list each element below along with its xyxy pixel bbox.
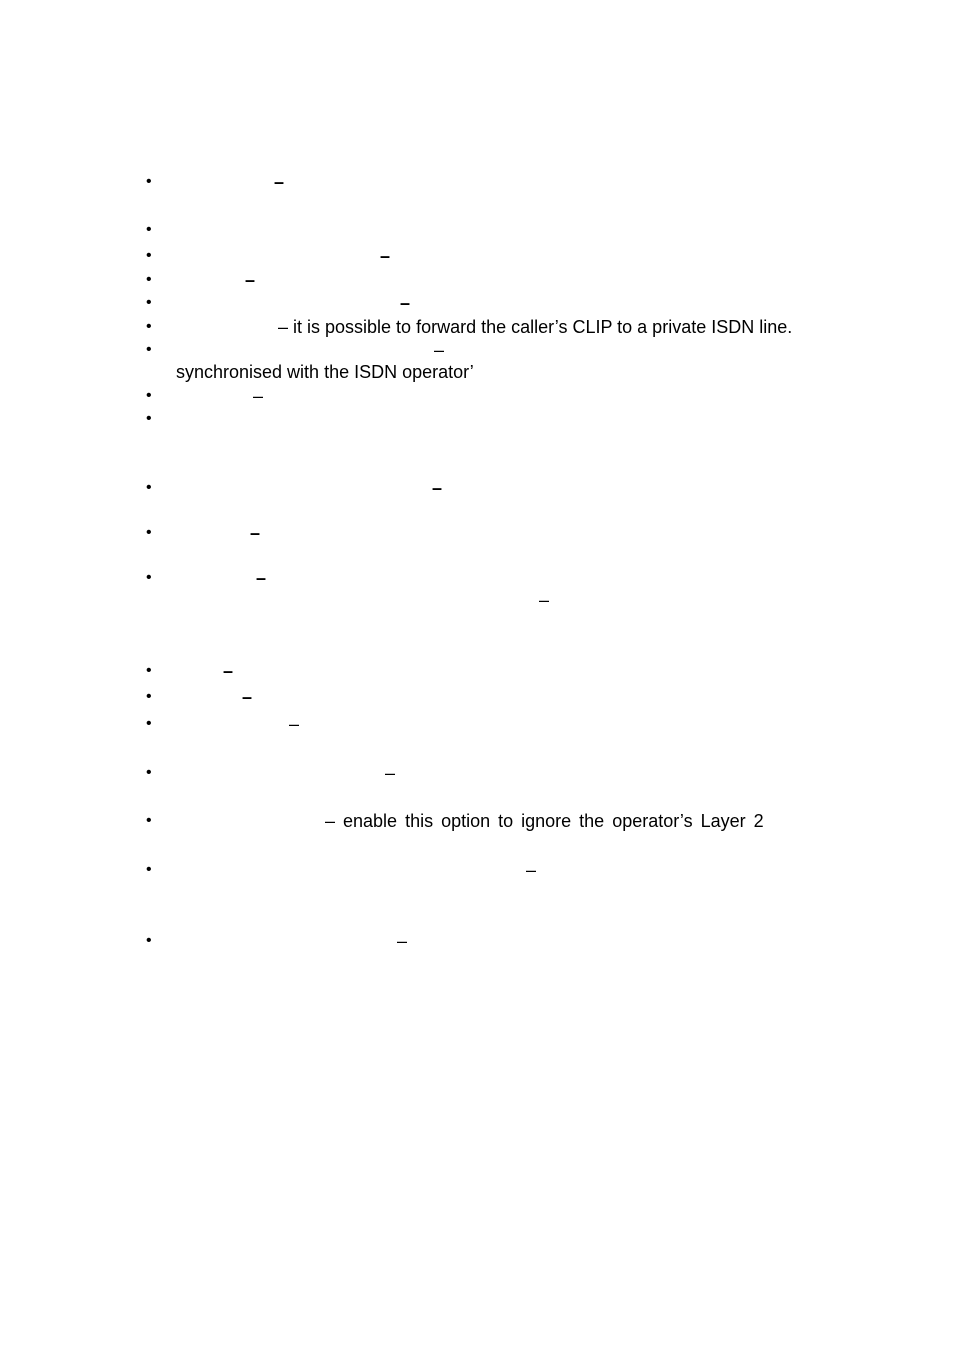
bullet-marker: • xyxy=(146,294,152,311)
bullet-marker: • xyxy=(146,221,152,238)
item-text: – xyxy=(385,763,396,783)
item-text: – it is possible to forward the caller’s CLIP to a private ISDN line. xyxy=(278,317,793,337)
bullet-marker: • xyxy=(146,662,152,679)
bullet-marker: • xyxy=(146,410,152,427)
bullet-marker: • xyxy=(146,715,152,732)
item-text: – xyxy=(223,661,234,681)
item-text: – xyxy=(256,568,267,588)
item-text: – xyxy=(274,172,285,192)
bullet-marker: • xyxy=(146,387,152,404)
bullet-marker: • xyxy=(146,861,152,878)
item-text: – xyxy=(400,293,411,313)
bullet-marker: • xyxy=(146,341,152,358)
bullet-marker: • xyxy=(146,173,152,190)
item-text: – xyxy=(432,478,443,498)
item-text: – xyxy=(380,246,391,266)
bullet-marker: • xyxy=(146,812,152,829)
bullet-marker: • xyxy=(146,932,152,949)
item-text: – xyxy=(526,860,537,880)
item-text: – xyxy=(242,687,253,707)
item-text: – xyxy=(250,523,261,543)
bullet-marker: • xyxy=(146,764,152,781)
bullet-marker: • xyxy=(146,524,152,541)
bullet-marker: • xyxy=(146,247,152,264)
item-text: – xyxy=(245,270,256,290)
item-text: – xyxy=(434,340,445,360)
item-text-continuation: – xyxy=(539,590,550,610)
item-text-continuation: synchronised with the ISDN operator’ xyxy=(176,362,474,382)
bullet-marker: • xyxy=(146,318,152,335)
bullet-marker: • xyxy=(146,688,152,705)
item-text: – enable this option to ignore the operator’s Layer 2 xyxy=(325,811,764,831)
bullet-marker: • xyxy=(146,271,152,288)
item-text: – xyxy=(253,386,264,406)
item-text: – xyxy=(289,714,300,734)
bullet-marker: • xyxy=(146,569,152,586)
item-text: – xyxy=(397,931,408,951)
bullet-marker: • xyxy=(146,479,152,496)
